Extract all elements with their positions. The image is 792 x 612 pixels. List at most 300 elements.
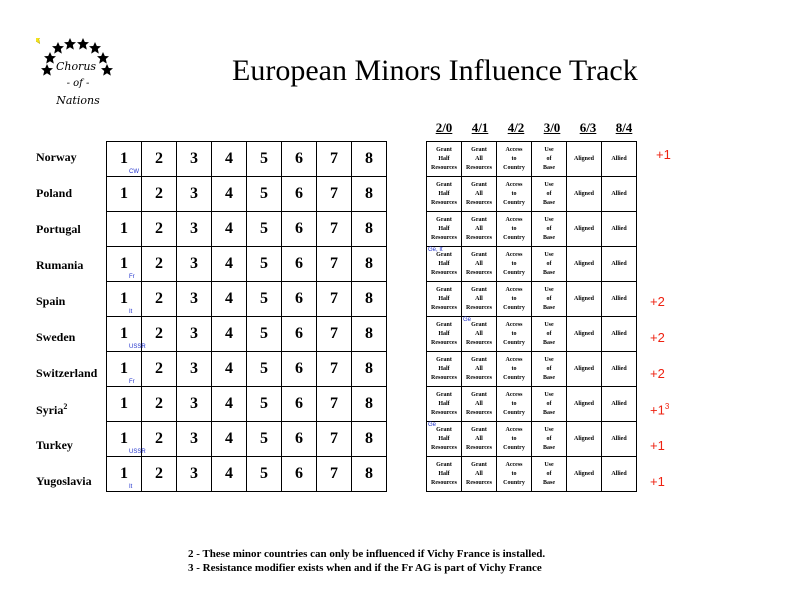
influence-box[interactable] xyxy=(247,282,282,317)
modifier-value: +2 xyxy=(650,330,665,345)
status-text: Resources xyxy=(466,409,492,416)
status-text: All xyxy=(475,295,483,302)
column-header: 4/1 xyxy=(471,120,489,135)
influence-level: 6 xyxy=(295,185,303,202)
status-box[interactable] xyxy=(602,352,637,387)
country-label xyxy=(36,366,97,381)
status-text: Resources xyxy=(431,444,457,451)
status-text: All xyxy=(475,365,483,372)
column-header: 2/0 xyxy=(435,120,453,135)
influence-box[interactable] xyxy=(107,352,142,387)
status-text: of xyxy=(546,435,552,442)
influence-box[interactable] xyxy=(212,457,247,492)
status-text: Access xyxy=(505,391,523,398)
status-text: of xyxy=(546,295,552,302)
influence-box[interactable] xyxy=(212,212,247,247)
influence-box[interactable] xyxy=(317,422,352,457)
status-text: Aligned xyxy=(573,260,594,267)
influence-level: 6 xyxy=(295,290,303,307)
status-text: All xyxy=(475,225,483,232)
influence-box[interactable] xyxy=(247,387,282,422)
influence-level: 1 xyxy=(120,465,128,482)
status-text: Access xyxy=(505,356,523,363)
influence-box[interactable] xyxy=(282,387,317,422)
resistance-modifier xyxy=(650,366,665,381)
influence-box[interactable] xyxy=(317,212,352,247)
modifier-value: +1 xyxy=(650,438,665,453)
influence-box[interactable] xyxy=(317,142,352,177)
status-text: Resources xyxy=(466,339,492,346)
influence-box[interactable] xyxy=(317,247,352,282)
influence-box[interactable] xyxy=(177,177,212,212)
influence-level: 7 xyxy=(330,255,338,272)
status-box[interactable] xyxy=(497,177,532,212)
status-text: Resources xyxy=(431,339,457,346)
major-power-tag: CW xyxy=(129,169,139,175)
status-text: Use xyxy=(544,181,554,188)
status-text: Use xyxy=(544,461,554,468)
status-box[interactable] xyxy=(602,282,637,317)
status-text: Use xyxy=(544,321,554,328)
influence-level: 7 xyxy=(330,185,338,202)
influence-box[interactable] xyxy=(282,282,317,317)
status-text: Country xyxy=(503,409,525,416)
status-box[interactable] xyxy=(497,457,532,492)
influence-level: 5 xyxy=(260,150,268,167)
status-text: Grant xyxy=(436,356,452,363)
influence-box[interactable] xyxy=(107,212,142,247)
status-box[interactable] xyxy=(532,422,567,457)
influence-box[interactable] xyxy=(142,142,177,177)
status-box[interactable] xyxy=(532,317,567,352)
status-text: of xyxy=(546,225,552,232)
status-text: Grant xyxy=(471,216,487,223)
status-text: Use xyxy=(544,426,554,433)
influence-box[interactable] xyxy=(317,282,352,317)
status-text: to xyxy=(511,365,517,372)
status-text: Grant xyxy=(436,461,452,468)
influence-level: 1 xyxy=(120,290,128,307)
status-box[interactable] xyxy=(497,212,532,247)
status-box[interactable] xyxy=(602,317,637,352)
country-name: Sweden xyxy=(36,330,76,344)
column-header: 3/0 xyxy=(543,120,561,135)
influence-box[interactable] xyxy=(107,457,142,492)
influence-box[interactable] xyxy=(282,422,317,457)
influence-box[interactable] xyxy=(282,177,317,212)
influence-box[interactable] xyxy=(142,212,177,247)
influence-box[interactable] xyxy=(212,352,247,387)
influence-box[interactable] xyxy=(107,247,142,282)
status-text: All xyxy=(475,330,483,337)
influence-level: 8 xyxy=(365,255,373,272)
status-text: Half xyxy=(438,365,450,372)
status-text: All xyxy=(475,470,483,477)
status-box[interactable] xyxy=(532,457,567,492)
status-box[interactable] xyxy=(427,422,462,457)
status-row xyxy=(427,142,637,177)
influence-box[interactable] xyxy=(352,422,387,457)
influence-level: 8 xyxy=(365,430,373,447)
influence-level: 6 xyxy=(295,430,303,447)
influence-box[interactable] xyxy=(247,212,282,247)
status-box[interactable] xyxy=(567,457,602,492)
status-text: Half xyxy=(438,155,450,162)
country-name: Switzerland xyxy=(36,366,98,380)
influence-level: 2 xyxy=(155,325,163,342)
status-box[interactable] xyxy=(532,247,567,282)
influence-level: 3 xyxy=(190,325,198,342)
status-text: Access xyxy=(505,181,523,188)
influence-level: 5 xyxy=(260,360,268,377)
status-text: All xyxy=(475,155,483,162)
status-text: Aligned xyxy=(573,365,594,372)
status-box[interactable] xyxy=(427,387,462,422)
influence-level: 5 xyxy=(260,465,268,482)
status-text: Resources xyxy=(431,164,457,171)
influence-box[interactable] xyxy=(177,212,212,247)
influence-box[interactable] xyxy=(317,317,352,352)
status-box[interactable] xyxy=(567,282,602,317)
status-text: Grant xyxy=(436,146,452,153)
influence-level: 1 xyxy=(120,430,128,447)
status-box[interactable] xyxy=(532,177,567,212)
status-box[interactable] xyxy=(497,247,532,282)
status-text: Half xyxy=(438,295,450,302)
influence-box[interactable] xyxy=(107,177,142,212)
column-header: 6/3 xyxy=(579,120,597,135)
logo-line2: - of - xyxy=(66,78,90,89)
alliance-tag: Ge xyxy=(463,317,472,323)
influence-box[interactable] xyxy=(177,142,212,177)
status-box[interactable] xyxy=(532,142,567,177)
status-box[interactable] xyxy=(462,177,497,212)
status-box[interactable] xyxy=(462,247,497,282)
influence-level: 6 xyxy=(295,360,303,377)
status-text: Access xyxy=(505,426,523,433)
influence-box[interactable] xyxy=(247,457,282,492)
influence-box[interactable] xyxy=(177,282,212,317)
influence-box[interactable] xyxy=(107,142,142,177)
influence-row xyxy=(107,317,387,352)
status-text: Country xyxy=(503,234,525,241)
modifier-value: +1 xyxy=(650,402,665,418)
status-text: Resources xyxy=(431,409,457,416)
influence-level: 4 xyxy=(225,150,233,167)
influence-box[interactable] xyxy=(177,422,212,457)
influence-level: 3 xyxy=(190,465,198,482)
status-box[interactable] xyxy=(602,387,637,422)
status-box[interactable] xyxy=(427,282,462,317)
influence-box[interactable] xyxy=(282,212,317,247)
status-box[interactable] xyxy=(427,177,462,212)
influence-row xyxy=(107,177,387,212)
status-text: Aligned xyxy=(573,155,594,162)
influence-box[interactable] xyxy=(352,282,387,317)
influence-level: 5 xyxy=(260,255,268,272)
influence-level: 7 xyxy=(330,150,338,167)
status-box[interactable] xyxy=(602,457,637,492)
status-box[interactable] xyxy=(427,317,462,352)
influence-level: 3 xyxy=(190,290,198,307)
footnote-marker: 2 xyxy=(63,402,68,411)
influence-box[interactable] xyxy=(142,282,177,317)
status-box[interactable] xyxy=(567,387,602,422)
status-text: Grant xyxy=(436,426,452,433)
influence-box[interactable] xyxy=(282,247,317,282)
influence-level: 6 xyxy=(295,395,303,412)
status-text: of xyxy=(546,470,552,477)
influence-box[interactable] xyxy=(317,387,352,422)
column-header: 4/2 xyxy=(507,120,525,135)
influence-level: 4 xyxy=(225,360,233,377)
influence-box[interactable] xyxy=(107,317,146,352)
status-text: Allied xyxy=(611,365,627,372)
status-text: Base xyxy=(543,409,555,416)
influence-level: 5 xyxy=(260,325,268,342)
influence-box[interactable] xyxy=(212,247,247,282)
status-text: to xyxy=(511,295,517,302)
influence-level: 8 xyxy=(365,220,373,237)
influence-box[interactable] xyxy=(317,457,352,492)
status-box[interactable] xyxy=(567,142,602,177)
influence-box[interactable] xyxy=(142,317,177,352)
influence-box[interactable] xyxy=(177,457,212,492)
influence-level: 6 xyxy=(295,325,303,342)
status-text: Allied xyxy=(611,155,627,162)
status-box[interactable] xyxy=(497,387,532,422)
status-text: Resources xyxy=(466,164,492,171)
status-text: of xyxy=(546,330,552,337)
influence-box[interactable] xyxy=(142,247,177,282)
status-box[interactable] xyxy=(497,422,532,457)
influence-box[interactable] xyxy=(247,352,282,387)
status-text: Aligned xyxy=(573,435,594,442)
status-text: Half xyxy=(438,470,450,477)
influence-box[interactable] xyxy=(352,387,387,422)
status-text: Country xyxy=(503,164,525,171)
influence-box[interactable] xyxy=(352,247,387,282)
status-box[interactable] xyxy=(462,422,497,457)
status-box[interactable] xyxy=(497,282,532,317)
influence-level: 3 xyxy=(190,255,198,272)
status-text: Grant xyxy=(471,356,487,363)
influence-box[interactable] xyxy=(352,352,387,387)
status-text: Base xyxy=(543,164,555,171)
status-text: Use xyxy=(544,286,554,293)
status-text: Base xyxy=(543,374,555,381)
status-box[interactable] xyxy=(532,387,567,422)
status-text: Aligned xyxy=(573,330,594,337)
status-box[interactable] xyxy=(462,387,497,422)
country-label xyxy=(36,186,72,201)
status-row xyxy=(427,387,637,422)
status-text: Resources xyxy=(466,479,492,486)
influence-box[interactable] xyxy=(212,142,247,177)
influence-box[interactable] xyxy=(177,317,212,352)
influence-box[interactable] xyxy=(212,387,247,422)
status-text: Country xyxy=(503,374,525,381)
status-text: Resources xyxy=(431,479,457,486)
influence-box[interactable] xyxy=(212,177,247,212)
status-box[interactable] xyxy=(567,422,602,457)
status-box[interactable] xyxy=(602,422,637,457)
status-text: Country xyxy=(503,269,525,276)
influence-box[interactable] xyxy=(107,422,146,457)
influence-box[interactable] xyxy=(142,422,177,457)
influence-box[interactable] xyxy=(352,142,387,177)
influence-box[interactable] xyxy=(107,282,142,317)
footnote-3: 3 - Resistance modifier exists when and if the Fr AG is part of Vichy France xyxy=(188,562,542,574)
status-row xyxy=(427,282,637,317)
status-box[interactable] xyxy=(427,247,462,282)
status-text: Resources xyxy=(466,304,492,311)
influence-box[interactable] xyxy=(282,457,317,492)
influence-box[interactable] xyxy=(282,317,317,352)
influence-level: 4 xyxy=(225,465,233,482)
influence-box[interactable] xyxy=(247,422,282,457)
status-text: Aligned xyxy=(573,225,594,232)
influence-box[interactable] xyxy=(247,247,282,282)
influence-box[interactable] xyxy=(142,352,177,387)
logo-line3: Nations xyxy=(56,94,100,107)
status-row xyxy=(427,422,637,457)
status-box[interactable] xyxy=(462,352,497,387)
status-box[interactable] xyxy=(462,282,497,317)
influence-box[interactable] xyxy=(247,317,282,352)
status-box[interactable] xyxy=(427,212,462,247)
status-text: Access xyxy=(505,251,523,258)
influence-level: 2 xyxy=(155,465,163,482)
influence-row xyxy=(107,422,387,457)
status-box[interactable] xyxy=(497,352,532,387)
status-text: Country xyxy=(503,339,525,346)
influence-box[interactable] xyxy=(282,352,317,387)
influence-level: 1 xyxy=(120,220,128,237)
status-box[interactable] xyxy=(427,457,462,492)
country-label xyxy=(36,474,92,489)
status-text: Grant xyxy=(436,251,452,258)
status-box[interactable] xyxy=(462,142,497,177)
country-label xyxy=(36,402,67,418)
status-box[interactable] xyxy=(567,352,602,387)
status-box[interactable] xyxy=(567,177,602,212)
status-box[interactable] xyxy=(602,177,637,212)
alliance-tag: Ge, It xyxy=(428,247,443,253)
status-box[interactable] xyxy=(532,352,567,387)
influence-level: 6 xyxy=(295,150,303,167)
status-box[interactable] xyxy=(567,317,602,352)
influence-box[interactable] xyxy=(352,457,387,492)
influence-box[interactable] xyxy=(142,387,177,422)
influence-box[interactable] xyxy=(212,317,247,352)
status-text: Base xyxy=(543,339,555,346)
influence-box[interactable] xyxy=(352,317,387,352)
influence-box[interactable] xyxy=(282,142,317,177)
status-box[interactable] xyxy=(567,212,602,247)
influence-level: 4 xyxy=(225,395,233,412)
influence-box[interactable] xyxy=(247,142,282,177)
status-box[interactable] xyxy=(427,352,462,387)
influence-box[interactable] xyxy=(317,177,352,212)
influence-level: 7 xyxy=(330,465,338,482)
influence-box[interactable] xyxy=(352,212,387,247)
status-text: Allied xyxy=(611,435,627,442)
influence-level: 5 xyxy=(260,290,268,307)
influence-box[interactable] xyxy=(107,387,142,422)
influence-box[interactable] xyxy=(352,177,387,212)
status-grid xyxy=(426,141,637,492)
status-text: to xyxy=(511,225,517,232)
status-text: Half xyxy=(438,225,450,232)
influence-level: 4 xyxy=(225,255,233,272)
influence-box[interactable] xyxy=(142,177,177,212)
status-text: Half xyxy=(438,330,450,337)
status-box[interactable] xyxy=(462,457,497,492)
status-text: of xyxy=(546,260,552,267)
influence-level: 5 xyxy=(260,430,268,447)
influence-level: 8 xyxy=(365,360,373,377)
status-text: Resources xyxy=(466,444,492,451)
influence-box[interactable] xyxy=(212,282,247,317)
influence-box[interactable] xyxy=(177,247,212,282)
status-box[interactable] xyxy=(567,247,602,282)
status-box[interactable] xyxy=(532,212,567,247)
status-text: Resources xyxy=(431,269,457,276)
resistance-modifier xyxy=(650,330,665,345)
status-text: to xyxy=(511,260,517,267)
influence-box[interactable] xyxy=(212,422,247,457)
influence-level: 1 xyxy=(120,150,128,167)
status-text: Allied xyxy=(611,190,627,197)
status-box[interactable] xyxy=(602,212,637,247)
status-box[interactable] xyxy=(462,212,497,247)
influence-level: 8 xyxy=(365,325,373,342)
influence-box[interactable] xyxy=(177,387,212,422)
influence-box[interactable] xyxy=(177,352,212,387)
status-box[interactable] xyxy=(497,317,532,352)
influence-level: 4 xyxy=(225,290,233,307)
status-text: Use xyxy=(544,251,554,258)
status-text: Allied xyxy=(611,470,627,477)
status-text: Resources xyxy=(431,234,457,241)
status-text: Resources xyxy=(466,234,492,241)
major-power-tag: It xyxy=(129,309,133,315)
influence-level: 7 xyxy=(330,220,338,237)
status-text: to xyxy=(511,435,517,442)
status-text: Aligned xyxy=(573,470,594,477)
page-title: European Minors Influence Track xyxy=(232,54,638,87)
influence-box[interactable] xyxy=(142,457,177,492)
status-text: Aligned xyxy=(573,295,594,302)
influence-level: 6 xyxy=(295,220,303,237)
status-box[interactable] xyxy=(497,142,532,177)
status-text: Half xyxy=(438,435,450,442)
influence-level: 3 xyxy=(190,185,198,202)
country-label xyxy=(36,150,77,165)
influence-box[interactable] xyxy=(247,177,282,212)
status-row xyxy=(427,177,637,212)
status-text: Grant xyxy=(471,251,487,258)
status-box[interactable] xyxy=(427,142,462,177)
status-box[interactable] xyxy=(602,142,637,177)
status-box[interactable] xyxy=(462,317,497,352)
status-box[interactable] xyxy=(532,282,567,317)
status-box[interactable] xyxy=(602,247,637,282)
status-text: Use xyxy=(544,391,554,398)
country-name: Turkey xyxy=(36,438,73,452)
influence-box[interactable] xyxy=(317,352,352,387)
